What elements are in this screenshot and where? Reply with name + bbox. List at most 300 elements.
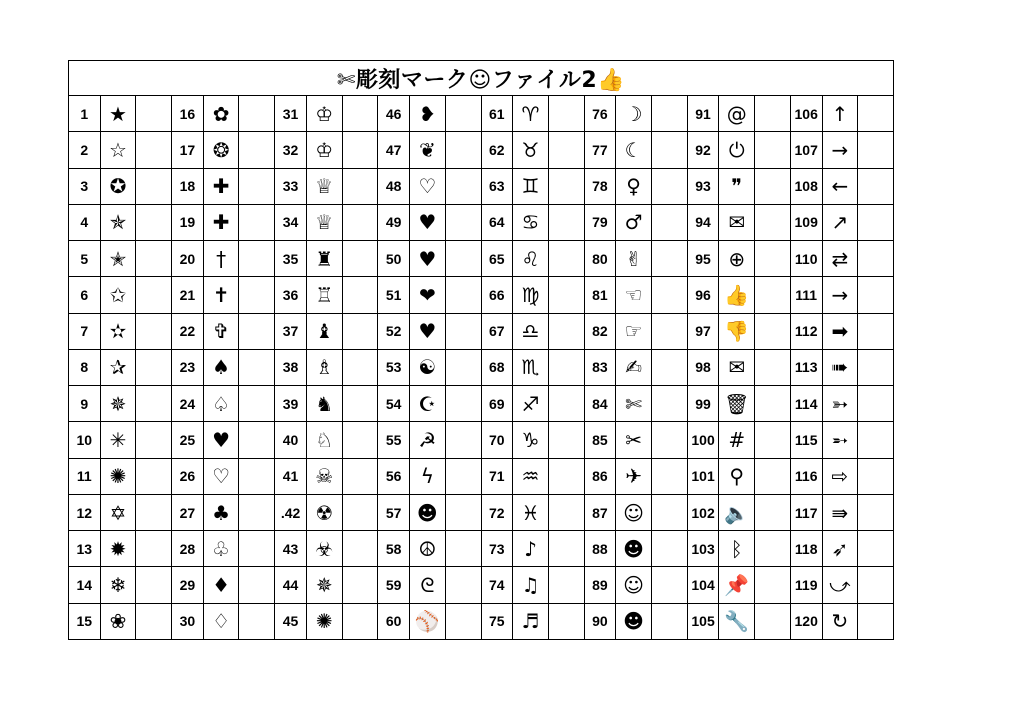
symbol-column <box>791 96 893 639</box>
symbol-glyph-icon: ♏ <box>513 350 549 385</box>
symbol-cell <box>791 459 893 495</box>
symbol-cell <box>69 241 171 277</box>
symbol-glyph-icon: ♠ <box>204 350 240 385</box>
symbol-number: 19 <box>172 205 204 240</box>
blank-cell <box>343 350 378 385</box>
symbol-number: 55 <box>378 422 410 457</box>
symbol-cell <box>482 169 584 205</box>
symbol-number: 51 <box>378 277 410 312</box>
symbol-glyph-icon: ⚾ <box>410 604 446 639</box>
symbol-number: 70 <box>482 422 514 457</box>
symbol-cell <box>482 314 584 350</box>
symbol-cell <box>275 495 377 531</box>
symbol-cell <box>69 495 171 531</box>
symbol-glyph-icon: ✡ <box>101 495 137 530</box>
blank-cell <box>549 422 584 457</box>
blank-cell <box>549 96 584 131</box>
symbol-number: 98 <box>688 350 720 385</box>
symbol-glyph-icon: 🔧 <box>719 604 755 639</box>
symbol-glyph-icon: ♥ <box>410 241 446 276</box>
blank-cell <box>136 132 171 167</box>
blank-cell <box>239 422 274 457</box>
symbol-cell <box>791 314 893 350</box>
symbol-number: 4 <box>69 205 101 240</box>
blank-cell <box>652 459 687 494</box>
symbol-cell <box>378 132 480 168</box>
symbol-number: 86 <box>585 459 617 494</box>
symbol-glyph-icon: 📌 <box>719 567 755 602</box>
symbol-cell <box>482 96 584 132</box>
blank-cell <box>446 241 481 276</box>
symbol-glyph-icon: ♂ <box>616 205 652 240</box>
symbol-glyph-icon: ☞ <box>616 314 652 349</box>
symbol-column <box>585 96 688 639</box>
symbol-glyph-icon: ❀ <box>101 604 137 639</box>
symbol-glyph-icon: 👎 <box>719 314 755 349</box>
symbol-number: 12 <box>69 495 101 530</box>
symbol-cell <box>378 604 480 639</box>
symbol-glyph-icon: ♪ <box>513 531 549 566</box>
blank-cell <box>858 350 893 385</box>
symbol-cell <box>585 169 687 205</box>
symbol-glyph-icon: ✝ <box>204 277 240 312</box>
symbol-glyph-icon: ✫ <box>101 314 137 349</box>
chart-title: ✄彫刻マーク☺ファイル2👍 <box>69 61 893 96</box>
symbol-cell <box>378 459 480 495</box>
symbol-glyph-icon: ✚ <box>204 205 240 240</box>
symbol-glyph-icon: ♡ <box>410 169 446 204</box>
symbol-cell <box>585 205 687 241</box>
blank-cell <box>136 531 171 566</box>
blank-cell <box>652 350 687 385</box>
symbol-cell <box>172 604 274 639</box>
symbol-cell <box>172 169 274 205</box>
symbol-number: 87 <box>585 495 617 530</box>
blank-cell <box>652 169 687 204</box>
symbol-cell <box>275 169 377 205</box>
blank-cell <box>136 96 171 131</box>
blank-cell <box>652 205 687 240</box>
blank-cell <box>652 495 687 530</box>
symbol-number: 32 <box>275 132 307 167</box>
symbol-glyph-icon: ♊ <box>513 169 549 204</box>
symbol-cell <box>688 132 790 168</box>
symbol-number: 26 <box>172 459 204 494</box>
symbol-number: 60 <box>378 604 410 639</box>
blank-cell <box>343 241 378 276</box>
blank-cell <box>343 132 378 167</box>
blank-cell <box>343 96 378 131</box>
symbol-glyph-icon: ☭ <box>410 422 446 457</box>
symbol-number: 83 <box>585 350 617 385</box>
symbol-number: 95 <box>688 241 720 276</box>
symbol-number: 105 <box>688 604 720 639</box>
symbol-cell <box>688 241 790 277</box>
symbol-number: 6 <box>69 277 101 312</box>
symbol-cell <box>172 350 274 386</box>
symbol-glyph-icon: ♑ <box>513 422 549 457</box>
symbol-glyph-icon: ☽ <box>616 96 652 131</box>
blank-cell <box>446 132 481 167</box>
symbol-cell <box>275 386 377 422</box>
symbol-glyph-icon: ♖ <box>307 277 343 312</box>
symbol-number: 114 <box>791 386 823 421</box>
blank-cell <box>136 277 171 312</box>
symbol-glyph-icon: ✩ <box>101 277 137 312</box>
blank-cell <box>343 531 378 566</box>
symbol-glyph-icon: ✺ <box>101 459 137 494</box>
symbol-glyph-icon: ✵ <box>307 567 343 602</box>
symbol-glyph-icon: ✉ <box>719 205 755 240</box>
blank-cell <box>858 495 893 530</box>
symbol-grid <box>69 96 893 639</box>
symbol-glyph-icon: ✌ <box>616 241 652 276</box>
symbol-cell <box>275 132 377 168</box>
symbol-number: 116 <box>791 459 823 494</box>
symbol-number: 74 <box>482 567 514 602</box>
blank-cell <box>549 169 584 204</box>
symbol-glyph-icon: ❂ <box>204 132 240 167</box>
blank-cell <box>858 169 893 204</box>
symbol-glyph-icon: ☮ <box>410 531 446 566</box>
symbol-cell <box>378 241 480 277</box>
symbol-cell <box>69 132 171 168</box>
symbol-glyph-icon: ♔ <box>307 96 343 131</box>
symbol-number: 34 <box>275 205 307 240</box>
blank-cell <box>343 422 378 457</box>
symbol-glyph-icon: ♓ <box>513 495 549 530</box>
symbol-glyph-icon: ⚲ <box>719 459 755 494</box>
blank-cell <box>549 604 584 639</box>
symbol-number: 46 <box>378 96 410 131</box>
blank-cell <box>755 531 790 566</box>
blank-cell <box>343 604 378 639</box>
symbol-cell <box>69 350 171 386</box>
symbol-cell <box>378 531 480 567</box>
blank-cell <box>343 386 378 421</box>
symbol-cell <box>791 132 893 168</box>
blank-cell <box>652 241 687 276</box>
blank-cell <box>239 132 274 167</box>
symbol-number: 81 <box>585 277 617 312</box>
symbol-cell <box>172 314 274 350</box>
blank-cell <box>343 459 378 494</box>
symbol-number: 117 <box>791 495 823 530</box>
symbol-glyph-icon: @ <box>719 96 755 131</box>
blank-cell <box>446 567 481 602</box>
blank-cell <box>446 386 481 421</box>
symbol-chart-sheet <box>68 60 894 640</box>
symbol-column <box>378 96 481 639</box>
blank-cell <box>755 277 790 312</box>
blank-cell <box>549 314 584 349</box>
symbol-cell <box>69 169 171 205</box>
symbol-glyph-icon: ♉ <box>513 132 549 167</box>
symbol-cell <box>172 386 274 422</box>
symbol-number: 47 <box>378 132 410 167</box>
symbol-cell <box>791 531 893 567</box>
symbol-number: 76 <box>585 96 617 131</box>
symbol-cell <box>585 386 687 422</box>
symbol-number: 94 <box>688 205 720 240</box>
blank-cell <box>446 531 481 566</box>
blank-cell <box>652 531 687 566</box>
symbol-cell <box>69 96 171 132</box>
symbol-number: 71 <box>482 459 514 494</box>
symbol-number: 38 <box>275 350 307 385</box>
symbol-glyph-icon: ♧ <box>204 531 240 566</box>
blank-cell <box>446 277 481 312</box>
symbol-glyph-icon: 🗑 <box>719 386 755 421</box>
symbol-number: 20 <box>172 241 204 276</box>
symbol-number: 61 <box>482 96 514 131</box>
blank-cell <box>343 205 378 240</box>
symbol-glyph-icon: ➠ <box>823 350 859 385</box>
symbol-glyph-icon: ⇨ <box>823 459 859 494</box>
symbol-number: 109 <box>791 205 823 240</box>
symbol-number: 57 <box>378 495 410 530</box>
symbol-cell <box>482 459 584 495</box>
blank-cell <box>549 531 584 566</box>
blank-cell <box>755 96 790 131</box>
blank-cell <box>858 531 893 566</box>
symbol-column <box>275 96 378 639</box>
blank-cell <box>136 567 171 602</box>
symbol-glyph-icon: ➡ <box>823 314 859 349</box>
symbol-number: 101 <box>688 459 720 494</box>
symbol-number: 15 <box>69 604 101 639</box>
symbol-number: 14 <box>69 567 101 602</box>
blank-cell <box>549 205 584 240</box>
symbol-glyph-icon: ♗ <box>307 350 343 385</box>
symbol-glyph-icon: ♀ <box>616 169 652 204</box>
symbol-number: 64 <box>482 205 514 240</box>
blank-cell <box>549 277 584 312</box>
blank-cell <box>652 277 687 312</box>
symbol-glyph-icon: ☆ <box>101 132 137 167</box>
symbol-number: 92 <box>688 132 720 167</box>
symbol-number: 8 <box>69 350 101 385</box>
blank-cell <box>755 205 790 240</box>
symbol-number: 23 <box>172 350 204 385</box>
symbol-glyph-icon: ♕ <box>307 205 343 240</box>
symbol-glyph-icon: ✈ <box>616 459 652 494</box>
symbol-cell <box>275 205 377 241</box>
symbol-glyph-icon: ↑ <box>823 96 859 131</box>
blank-cell <box>136 350 171 385</box>
symbol-column <box>482 96 585 639</box>
symbol-glyph-icon: 👍 <box>719 277 755 312</box>
symbol-glyph-icon: ✉ <box>719 350 755 385</box>
symbol-cell <box>172 277 274 313</box>
blank-cell <box>239 169 274 204</box>
symbol-number: 27 <box>172 495 204 530</box>
blank-cell <box>239 205 274 240</box>
symbol-cell <box>585 96 687 132</box>
blank-cell <box>446 459 481 494</box>
symbol-cell <box>378 567 480 603</box>
symbol-glyph-icon: ♤ <box>204 386 240 421</box>
symbol-cell <box>172 132 274 168</box>
symbol-number: 25 <box>172 422 204 457</box>
symbol-number: 54 <box>378 386 410 421</box>
blank-cell <box>549 495 584 530</box>
symbol-cell <box>275 567 377 603</box>
symbol-glyph-icon: ✯ <box>101 205 137 240</box>
blank-cell <box>858 241 893 276</box>
blank-cell <box>136 205 171 240</box>
symbol-cell <box>791 386 893 422</box>
symbol-cell <box>791 495 893 531</box>
symbol-cell <box>275 96 377 132</box>
symbol-number: 80 <box>585 241 617 276</box>
blank-cell <box>755 386 790 421</box>
blank-cell <box>652 567 687 602</box>
blank-cell <box>652 96 687 131</box>
symbol-number: 108 <box>791 169 823 204</box>
blank-cell <box>343 169 378 204</box>
symbol-glyph-icon: ❤ <box>410 277 446 312</box>
symbol-glyph-icon: ♍ <box>513 277 549 312</box>
symbol-glyph-icon: ☺ <box>616 495 652 530</box>
symbol-cell <box>585 241 687 277</box>
symbol-glyph-icon: ⤻ <box>823 567 859 602</box>
symbol-number: 37 <box>275 314 307 349</box>
symbol-glyph-icon: ♥ <box>410 205 446 240</box>
blank-cell <box>755 350 790 385</box>
symbol-cell <box>172 459 274 495</box>
symbol-cell <box>688 422 790 458</box>
symbol-glyph-icon: ♝ <box>307 314 343 349</box>
symbol-cell <box>482 495 584 531</box>
symbol-cell <box>688 567 790 603</box>
blank-cell <box>858 205 893 240</box>
symbol-cell <box>275 277 377 313</box>
blank-cell <box>858 567 893 602</box>
symbol-cell <box>69 422 171 458</box>
symbol-number: 73 <box>482 531 514 566</box>
symbol-number: 56 <box>378 459 410 494</box>
symbol-glyph-icon: ϟ <box>410 459 446 494</box>
symbol-glyph-icon: ♘ <box>307 422 343 457</box>
symbol-number: 97 <box>688 314 720 349</box>
symbol-number: 120 <box>791 604 823 639</box>
symbol-number: 84 <box>585 386 617 421</box>
symbol-glyph-icon: ✍ <box>616 350 652 385</box>
blank-cell <box>446 350 481 385</box>
symbol-number: 100 <box>688 422 720 457</box>
symbol-number: 77 <box>585 132 617 167</box>
symbol-cell <box>688 277 790 313</box>
symbol-cell <box>585 567 687 603</box>
symbol-glyph-icon: ↻ <box>823 604 859 639</box>
symbol-glyph-icon: ☠ <box>307 459 343 494</box>
blank-cell <box>652 422 687 457</box>
symbol-glyph-icon: ✪ <box>101 169 137 204</box>
symbol-number: 66 <box>482 277 514 312</box>
symbol-cell <box>688 350 790 386</box>
symbol-cell <box>172 205 274 241</box>
blank-cell <box>549 459 584 494</box>
symbol-cell <box>482 277 584 313</box>
blank-cell <box>549 386 584 421</box>
symbol-number: 50 <box>378 241 410 276</box>
symbol-glyph-icon: ☻ <box>410 495 446 530</box>
symbol-number: 17 <box>172 132 204 167</box>
symbol-glyph-icon: ᘓ <box>410 567 446 602</box>
symbol-number: 110 <box>791 241 823 276</box>
blank-cell <box>239 277 274 312</box>
symbol-number: 106 <box>791 96 823 131</box>
blank-cell <box>343 314 378 349</box>
symbol-cell <box>585 422 687 458</box>
symbol-column <box>69 96 172 639</box>
symbol-cell <box>378 350 480 386</box>
symbol-cell <box>585 314 687 350</box>
symbol-cell <box>688 604 790 639</box>
symbol-glyph-icon: ⇛ <box>823 495 859 530</box>
symbol-number: 1 <box>69 96 101 131</box>
symbol-cell <box>688 205 790 241</box>
symbol-number: 13 <box>69 531 101 566</box>
symbol-glyph-icon: ♎ <box>513 314 549 349</box>
symbol-glyph-icon: ♥ <box>410 314 446 349</box>
symbol-number: 88 <box>585 531 617 566</box>
symbol-number: 111 <box>791 277 823 312</box>
symbol-cell <box>482 241 584 277</box>
symbol-cell <box>585 277 687 313</box>
symbol-cell <box>69 459 171 495</box>
blank-cell <box>755 314 790 349</box>
symbol-glyph-icon: ☣ <box>307 531 343 566</box>
symbol-glyph-icon: ➵ <box>823 422 859 457</box>
symbol-number: 85 <box>585 422 617 457</box>
symbol-glyph-icon: ← <box>823 169 859 204</box>
symbol-number: 24 <box>172 386 204 421</box>
symbol-glyph-icon: ➳ <box>823 386 859 421</box>
blank-cell <box>652 604 687 639</box>
symbol-number: 10 <box>69 422 101 457</box>
symbol-cell <box>585 531 687 567</box>
symbol-glyph-icon: ❞ <box>719 169 755 204</box>
symbol-glyph-icon: ☜ <box>616 277 652 312</box>
symbol-glyph-icon: ✵ <box>101 386 137 421</box>
symbol-glyph-icon: ❦ <box>410 132 446 167</box>
symbol-number: 75 <box>482 604 514 639</box>
symbol-number: 16 <box>172 96 204 131</box>
symbol-cell <box>688 386 790 422</box>
symbol-glyph-icon: ♋ <box>513 205 549 240</box>
blank-cell <box>755 169 790 204</box>
symbol-cell <box>275 350 377 386</box>
symbol-glyph-icon: ✂ <box>616 422 652 457</box>
blank-cell <box>136 422 171 457</box>
symbol-cell <box>172 241 274 277</box>
blank-cell <box>239 495 274 530</box>
symbol-number: 68 <box>482 350 514 385</box>
symbol-number: 89 <box>585 567 617 602</box>
blank-cell <box>239 96 274 131</box>
symbol-cell <box>275 604 377 639</box>
symbol-glyph-icon: ☢ <box>307 495 343 530</box>
symbol-number: 28 <box>172 531 204 566</box>
blank-cell <box>858 277 893 312</box>
symbol-cell <box>378 422 480 458</box>
symbol-cell <box>482 567 584 603</box>
symbol-number: 9 <box>69 386 101 421</box>
symbol-cell <box>378 495 480 531</box>
symbol-number: 113 <box>791 350 823 385</box>
